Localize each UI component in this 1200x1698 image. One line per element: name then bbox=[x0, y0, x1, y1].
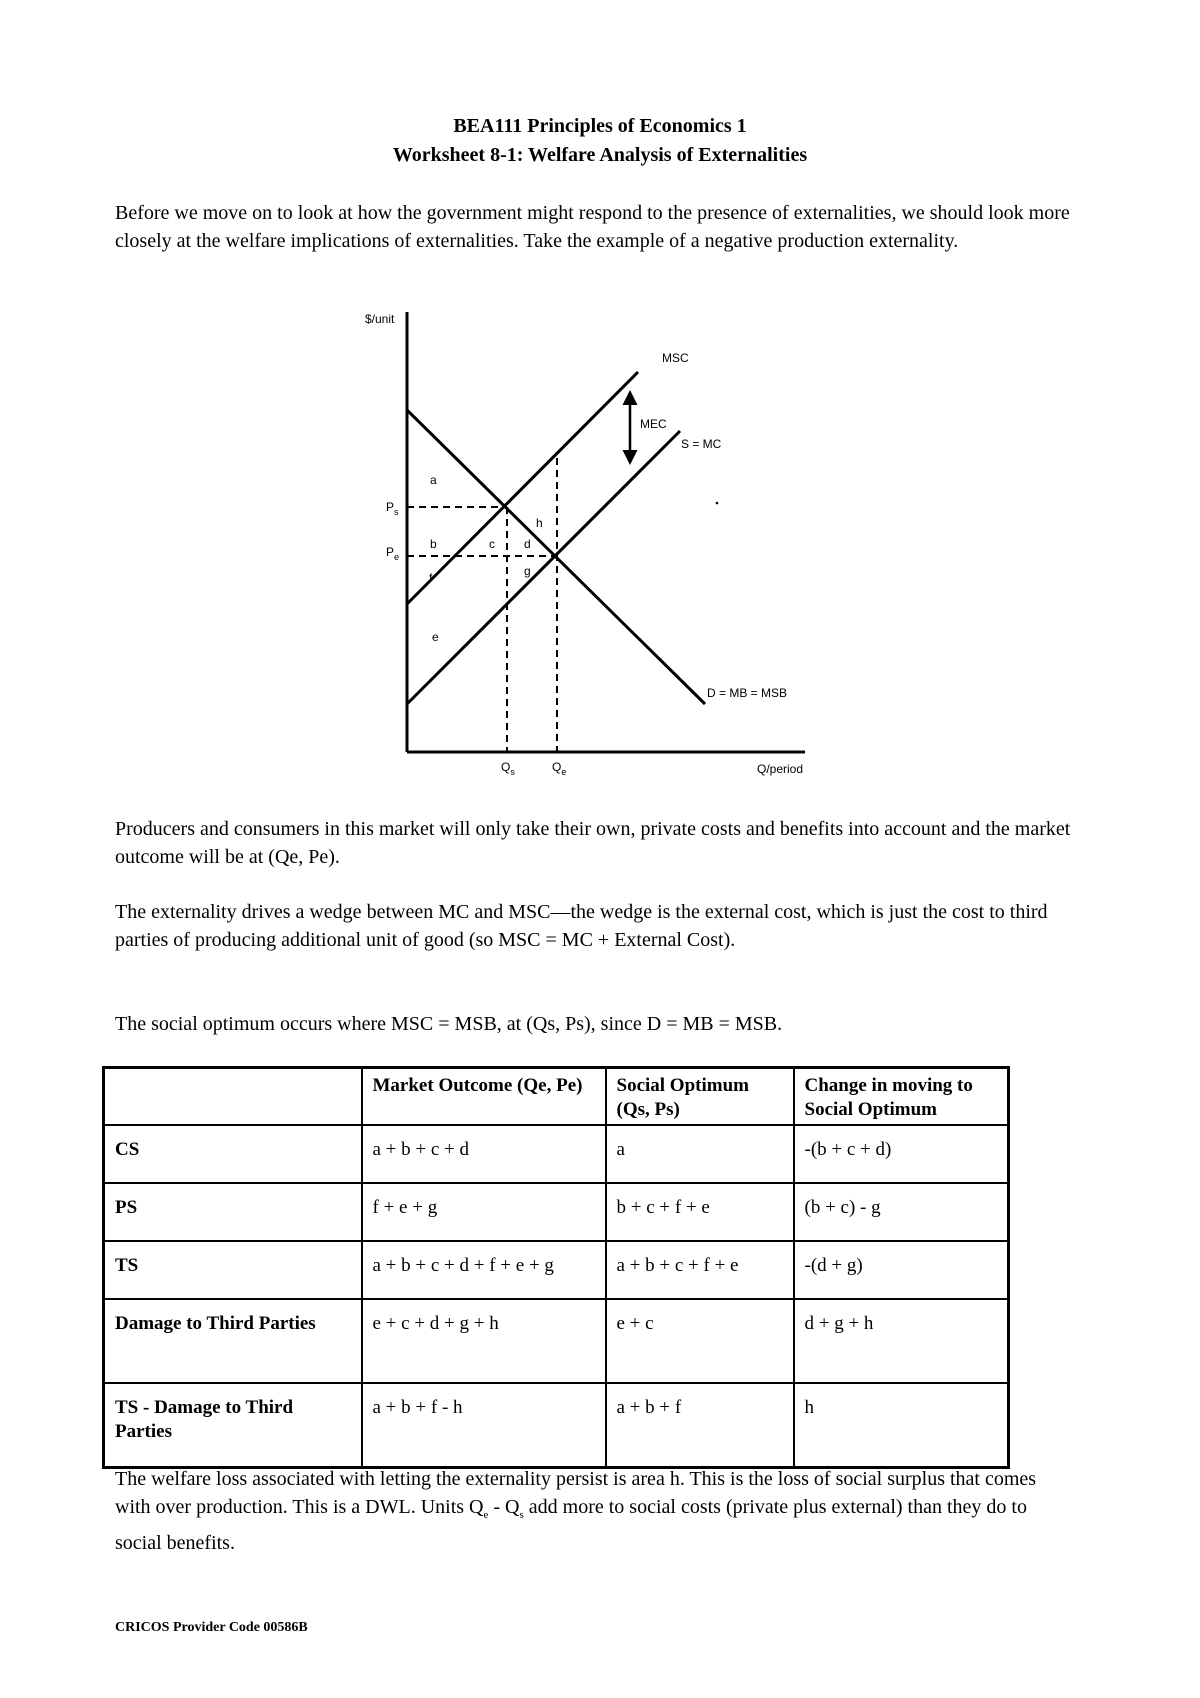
demand-label: D = MB = MSB bbox=[707, 686, 788, 700]
market-cell: a + b + c + d + f + e + g bbox=[362, 1241, 606, 1299]
table-row bbox=[104, 1383, 1009, 1468]
wedge-paragraph: The externality drives a wedge between MC and MSC—the wedge is the external cost, which is just the cost to third parties of producing additional unit of good (so MSC = MC + External Cost). bbox=[115, 901, 1048, 951]
table-row bbox=[104, 1299, 1009, 1383]
row-label: TS - Damage to Third Parties bbox=[104, 1383, 362, 1468]
header-cell: Social Optimum (Qs, Ps) bbox=[606, 1068, 794, 1126]
supply-curve bbox=[407, 431, 680, 704]
area-h: h bbox=[536, 516, 543, 530]
mec-label: MEC bbox=[640, 417, 667, 431]
table-row bbox=[104, 1241, 1009, 1299]
supply-label: S = MC bbox=[681, 437, 722, 451]
area-e: e bbox=[432, 630, 439, 644]
change-cell: h bbox=[794, 1383, 1009, 1468]
qe-label: $Q_e$ bbox=[552, 760, 567, 777]
intro-paragraph: Before we move on to look at how the government might respond to the presence of externalities, we should look more closely at the welfare implications of externalities. Take the example of a negative production externality. bbox=[115, 202, 1070, 252]
row-label: PS bbox=[104, 1183, 362, 1241]
market-cell: a + b + f - h bbox=[362, 1383, 606, 1468]
area-a: a bbox=[430, 473, 437, 487]
footer-cricos: CRICOS Provider Code 00586B bbox=[115, 1620, 308, 1635]
area-c: c bbox=[489, 537, 495, 551]
table-row bbox=[104, 1125, 1009, 1183]
externality-graph bbox=[0, 0, 1200, 800]
social-cell: b + c + f + e bbox=[606, 1183, 794, 1241]
row-label: TS bbox=[104, 1241, 362, 1299]
conclusion-paragraph: The welfare loss associated with letting the externality persist is area h. This is the loss of social surplus that comes with over production. This is a DWL. Units $Q_e - Q_s$ add more to social costs (private plus external) than they do to social benefits. bbox=[115, 1468, 1037, 1554]
social-optimum-paragraph: The social optimum occurs where MSC = MSB, at (Qs, Ps), since D = MB = MSB. bbox=[115, 1013, 783, 1035]
table-row bbox=[104, 1183, 1009, 1241]
table-header-row bbox=[104, 1068, 1009, 1126]
area-b: b bbox=[430, 537, 437, 551]
welfare-table bbox=[102, 1066, 1010, 1469]
msc-curve bbox=[407, 372, 638, 604]
header-cell bbox=[104, 1068, 362, 1126]
pe-label: $P_e$ bbox=[386, 545, 400, 562]
social-cell: a + b + f bbox=[606, 1383, 794, 1468]
ps-label: $P_s$ bbox=[386, 500, 399, 517]
area-f: f bbox=[429, 571, 433, 585]
y-axis-label: $/unit bbox=[365, 312, 395, 326]
msc-label: MSC bbox=[662, 351, 689, 365]
social-cell: a + b + c + f + e bbox=[606, 1241, 794, 1299]
change-cell: d + g + h bbox=[794, 1299, 1009, 1383]
change-cell: (b + c) - g bbox=[794, 1183, 1009, 1241]
change-cell: -(d + g) bbox=[794, 1241, 1009, 1299]
qs-label: $Q_s$ bbox=[501, 760, 515, 777]
stray-dot bbox=[716, 502, 719, 505]
area-d: d bbox=[524, 537, 531, 551]
header-cell: Change in moving to Social Optimum bbox=[794, 1068, 1009, 1126]
x-axis-label: Q/period bbox=[757, 762, 804, 776]
worksheet-title: Worksheet 8-1: Welfare Analysis of Externalities bbox=[392, 144, 808, 166]
change-cell: -(b + c + d) bbox=[794, 1125, 1009, 1183]
course-title: BEA111 Principles of Economics 1 bbox=[453, 115, 747, 137]
row-label: Damage to Third Parties bbox=[104, 1299, 362, 1383]
social-cell: e + c bbox=[606, 1299, 794, 1383]
row-label: CS bbox=[104, 1125, 362, 1183]
market-cell: a + b + c + d bbox=[362, 1125, 606, 1183]
market-cell: f + e + g bbox=[362, 1183, 606, 1241]
header-cell: Market Outcome (Qe, Pe) bbox=[362, 1068, 606, 1126]
market-cell: e + c + d + g + h bbox=[362, 1299, 606, 1383]
social-cell: a bbox=[606, 1125, 794, 1183]
area-g: g bbox=[524, 564, 531, 578]
market-outcome-paragraph: Producers and consumers in this market will only take their own, private costs and benefits into account and the market outcome will be at (Qe, Pe). bbox=[115, 818, 1071, 868]
